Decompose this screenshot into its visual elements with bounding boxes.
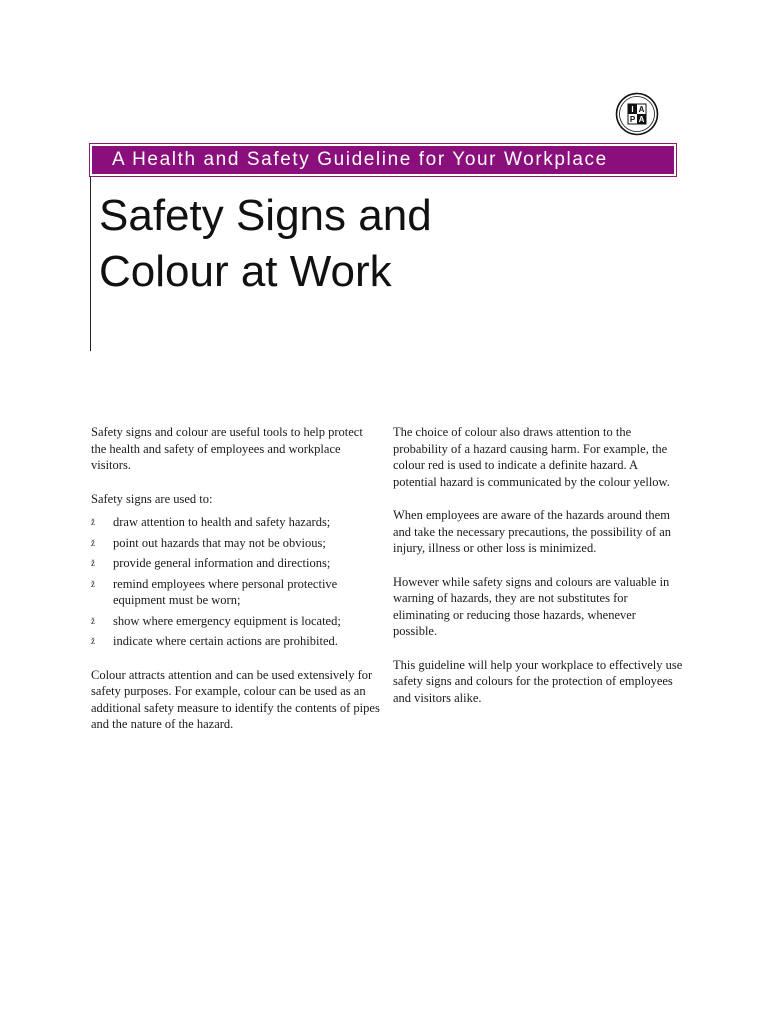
bullet-icon: ž	[91, 615, 95, 626]
bullet-icon: ž	[91, 636, 95, 646]
list-item	[91, 514, 381, 531]
page-title-line-2: Colour at Work	[99, 247, 392, 296]
page-title	[99, 188, 432, 300]
list-item	[91, 613, 381, 630]
intro-paragraph: Safety signs and colour are useful tools to help protect the health and safety of employees and workplace visitors.	[91, 425, 363, 472]
iapa-logo-icon	[615, 92, 659, 136]
list-item	[91, 576, 381, 609]
right-paragraph-1: The choice of colour also draws attention to the probability of a hazard causing harm. For example, the colour red is used to indicate a definite hazard. A potential hazard is communicated by the colour yellow.	[393, 425, 670, 489]
logo-letter-i: I	[631, 105, 634, 114]
list-item-text: indicate where certain actions are prohibited.	[113, 634, 338, 648]
logo-letter-a2: A	[638, 115, 645, 124]
bullet-icon: ž	[91, 578, 95, 589]
guideline-banner: A Health and Safety Guideline for Your Workplace	[92, 146, 674, 174]
list-item	[91, 535, 381, 552]
right-paragraph-3: However while safety signs and colours are valuable in warning of hazards, they are not substitutes for eliminating or reducing those hazards, whenever possible.	[393, 574, 670, 638]
bullet-icon: ž	[91, 537, 95, 548]
uses-list	[91, 514, 381, 650]
right-paragraph-4: This guideline will help your workplace to effectively use safety signs and colours for the protection of employees and visitors alike.	[393, 657, 683, 705]
right-column	[393, 424, 683, 723]
list-item-text: remind employees where personal protective equipment must be worn;	[113, 576, 338, 607]
right-paragraph-2: When employees are aware of the hazards around them and take the necessary precautions, the possibility of an injury, illness or other loss is minimized.	[393, 508, 672, 555]
logo-letter-p: P	[629, 115, 636, 124]
list-item	[91, 555, 381, 572]
list-item-text: provide general information and directions;	[113, 556, 331, 570]
list-item-text: draw attention to health and safety hazards;	[113, 515, 331, 529]
title-rule	[90, 177, 91, 351]
page-title-line-1: Safety Signs and	[99, 191, 432, 240]
bullet-icon: ž	[91, 558, 95, 568]
list-item	[91, 633, 381, 650]
bullet-icon: ž	[91, 517, 95, 527]
logo-letter-a: A	[638, 105, 645, 114]
list-item-text: point out hazards that may not be obvious;	[113, 535, 326, 550]
left-column	[91, 424, 381, 750]
colour-paragraph: Colour attracts attention and can be used extensively for safety purposes. For example, colour can be used as an additional safety measure to identify the contents of pipes and the nature of the hazard.	[91, 667, 380, 731]
list-heading: Safety signs are used to:	[91, 491, 213, 506]
list-item-text: show where emergency equipment is located;	[113, 613, 341, 628]
